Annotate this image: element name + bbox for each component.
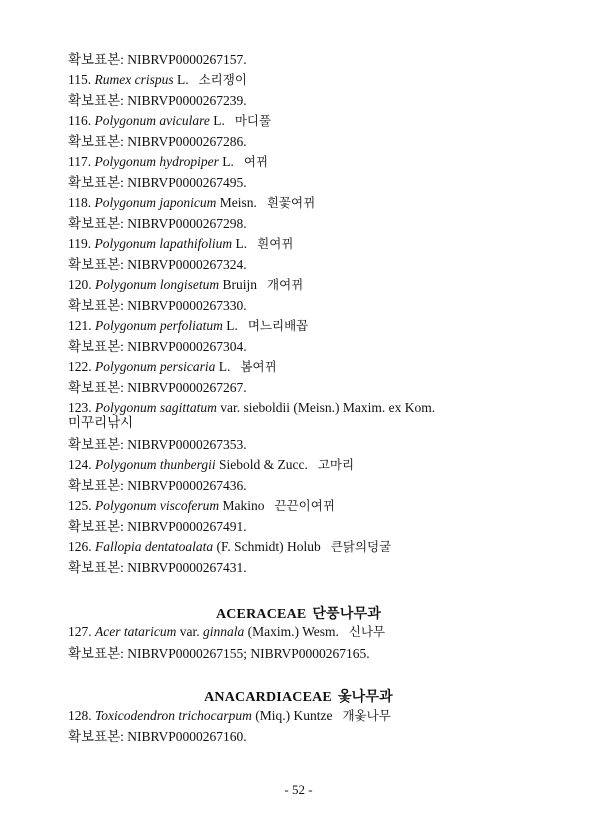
family-korean-name: 옻나무과	[337, 690, 393, 705]
line-text: 확보표본: NIBRVP0000267431.	[68, 560, 247, 575]
author: L.	[173, 72, 189, 87]
entry-number: 115.	[68, 72, 95, 87]
line-text: 확보표본: NIBRVP0000267491.	[68, 519, 247, 534]
specimen-line	[68, 437, 247, 453]
specimen-line	[68, 134, 247, 150]
specimen-line	[68, 560, 247, 576]
line-text: 확보표본: NIBRVP0000267286.	[68, 134, 247, 149]
species-line	[68, 113, 271, 129]
scientific-name: Rumex crispus	[94, 72, 174, 87]
author: L.	[215, 359, 231, 374]
family-name: ANACARDIACEAE	[204, 690, 332, 705]
entry-number: 122.	[68, 359, 95, 374]
specimen-line	[68, 339, 247, 355]
specimen-line	[68, 519, 247, 535]
entry-number: 123.	[68, 400, 95, 415]
species-line	[68, 154, 268, 170]
scientific-name: Polygonum perfoliatum	[95, 318, 223, 333]
author: (Maxim.) Wesm.	[244, 624, 339, 639]
entry-number: 118.	[68, 195, 95, 210]
species-line	[68, 400, 435, 416]
species-line	[68, 277, 303, 293]
line-text: 확보표본: NIBRVP0000267155; NIBRVP0000267165.	[68, 646, 370, 661]
variety-name: ginnala	[202, 624, 245, 639]
species-line	[68, 498, 335, 514]
scientific-name: Polygonum hydropiper	[94, 154, 219, 169]
korean-name: 봄여뀌	[240, 360, 277, 374]
species-line	[68, 708, 391, 724]
korean-name: 끈끈이여뀌	[274, 499, 335, 513]
species-line	[68, 236, 293, 252]
scientific-name: Polygonum lapathifolium	[94, 236, 233, 251]
family-name: ACERACEAE	[215, 607, 307, 622]
korean-name: 개옻나무	[342, 709, 391, 723]
scientific-name: Polygonum persicaria	[95, 359, 216, 374]
author: (Miq.) Kuntze	[251, 708, 333, 723]
line-text: 확보표본: NIBRVP0000267239.	[68, 93, 247, 108]
author: Makino	[219, 498, 265, 513]
specimen-line	[68, 478, 247, 494]
korean-name: 며느리배꼽	[247, 319, 309, 333]
species-line	[68, 539, 391, 555]
entry-number: 128.	[68, 708, 95, 723]
korean-name: 개여뀌	[267, 278, 304, 292]
species-line	[68, 359, 277, 375]
species-line	[68, 195, 315, 211]
korean-name-line	[68, 415, 133, 431]
entry-number: 125.	[68, 498, 95, 513]
entry-number: 124.	[68, 457, 95, 472]
entry-number: 126.	[68, 539, 95, 554]
line-text: 확보표본: NIBRVP0000267436.	[68, 478, 247, 493]
specimen-line	[68, 646, 370, 662]
scientific-name: Polygonum japonicum	[94, 195, 217, 210]
korean-name: 마디풀	[234, 114, 272, 128]
scientific-name: Polygonum aviculare	[94, 113, 210, 128]
specimen-line	[68, 52, 247, 68]
scientific-name: Polygonum longisetum	[95, 277, 220, 292]
line-text: 확보표본: NIBRVP0000267160.	[68, 729, 247, 744]
scientific-name: Polygonum thunbergii	[95, 457, 216, 472]
author: L.	[218, 154, 234, 169]
line-text: 확보표본: NIBRVP0000267267.	[68, 380, 247, 395]
entry-number: 119.	[68, 236, 95, 251]
korean-name: 여뀌	[243, 155, 269, 169]
species-line	[68, 624, 385, 640]
author: L.	[222, 318, 238, 333]
specimen-line	[68, 298, 247, 314]
korean-name: 고마리	[317, 458, 355, 472]
rank-label: var.	[176, 624, 203, 639]
entry-number: 120.	[68, 277, 95, 292]
korean-name: 신나무	[348, 625, 386, 639]
author: Siebold & Zucc.	[215, 457, 308, 472]
family-heading	[0, 686, 597, 706]
korean-name: 소리쟁이	[198, 73, 247, 87]
korean-name: 흰여뀌	[257, 237, 294, 251]
entry-number: 116.	[68, 113, 95, 128]
scientific-name: Polygonum viscoferum	[95, 498, 220, 513]
scientific-name: Acer tataricum	[95, 624, 177, 639]
korean-name: 큰닭의덩굴	[330, 540, 392, 554]
scientific-name: Toxicodendron trichocarpum	[95, 708, 252, 723]
author: Meisn.	[216, 195, 257, 210]
specimen-line	[68, 257, 247, 273]
specimen-line	[68, 93, 247, 109]
specimen-line	[68, 729, 247, 745]
family-heading	[0, 603, 597, 623]
line-text: 확보표본: NIBRVP0000267324.	[68, 257, 247, 272]
author: L.	[209, 113, 225, 128]
species-line	[68, 72, 247, 88]
species-line	[68, 318, 308, 334]
line-text: 확보표본: NIBRVP0000267353.	[68, 437, 247, 452]
scientific-name: Fallopia dentatoalata	[95, 539, 214, 554]
family-korean-name: 단풍나무과	[312, 607, 382, 622]
author: (F. Schmidt) Holub	[213, 539, 321, 554]
korean-name: 흰꽃여뀌	[266, 196, 316, 210]
specimen-line	[68, 175, 247, 191]
species-line	[68, 457, 354, 473]
author: L.	[232, 236, 248, 251]
line-text: 확보표본: NIBRVP0000267157.	[68, 52, 247, 67]
specimen-line	[68, 216, 247, 232]
korean-name: 미꾸리낚시	[68, 415, 134, 430]
author: Bruijn	[219, 277, 258, 292]
line-text: 확보표본: NIBRVP0000267298.	[68, 216, 247, 231]
page-number: - 52 -	[284, 782, 313, 797]
entry-number: 121.	[68, 318, 95, 333]
entry-number: 127.	[68, 624, 95, 639]
entry-number: 117.	[68, 154, 95, 169]
scientific-name: Polygonum sagittatum	[95, 400, 217, 415]
author: var. sieboldii (Meisn.) Maxim. ex Kom.	[216, 400, 436, 415]
line-text: 확보표본: NIBRVP0000267330.	[68, 298, 247, 313]
line-text: 확보표본: NIBRVP0000267304.	[68, 339, 247, 354]
specimen-line	[68, 380, 247, 396]
line-text: 확보표본: NIBRVP0000267495.	[68, 175, 247, 190]
